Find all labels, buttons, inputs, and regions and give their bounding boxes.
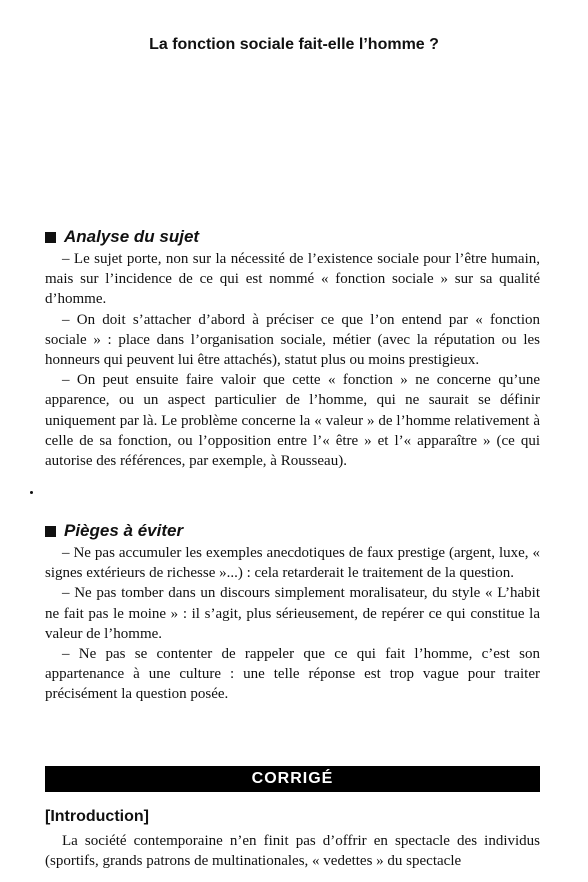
analyse-paragraph: – On doit s’attacher d’abord à préciser ce que l’on entend par « fonction sociale » : place dans l’organisation sociale, métier (avec la réputation ou les honneurs qui peuvent lui être attachés), statut plus ou moins prestigieux. <box>45 311 540 369</box>
analyse-heading <box>45 226 540 248</box>
analyse-paragraph: – Le sujet porte, non sur la nécessité de l’existence sociale pour l’être humain, mais sur l’incidence de ce qui est nommé « fonction sociale » sur sa qualité d’homme. <box>45 251 540 308</box>
pieges-paragraph: – Ne pas accumuler les exemples anecdotiques de faux prestige (argent, luxe, « signes extérieurs de richesse »...) : cela retarderait le traitement de la question. <box>45 545 540 582</box>
margin-mark <box>30 491 33 494</box>
pieges-paragraph: – Ne pas se contenter de rappeler que ce qui fait l’homme, c’est son appartenance à une culture : une telle réponse est trop vague pour traiter précisément la question posée. <box>45 646 540 703</box>
pieges-heading <box>45 520 540 542</box>
introduction-section <box>45 806 540 871</box>
bullet-square-icon <box>45 526 56 537</box>
introduction-paragraph: La société contemporaine n’en finit pas d’offrir en spectacle des individus (sportifs, grands patrons de multinationales, « vedettes » du spectacle <box>45 833 540 870</box>
page-title: La fonction sociale fait-elle l’homme ? <box>149 36 439 53</box>
pieges-paragraph: – Ne pas tomber dans un discours simplement moralisateur, du style « L’habit ne fait pas le moine » : il s’agit, plus sérieusement, de repérer ce qui constitue la valeur de l’homme. <box>45 585 540 642</box>
pieges-heading-text: Pièges à éviter <box>64 521 184 540</box>
analyse-paragraph: – On peut ensuite faire valoir que cette « fonction » ne concerne qu’une apparence, ou un aspect particulier de l’homme, qui ne saurait se définir uniquement par là. Le problème concerne la « valeur » de l’homme relativement à celle de sa fonction, ou l’opposition entre l’« être » et l’« apparaître » (ce qui autorise des références, par exemple, à Rousseau). <box>45 372 540 470</box>
introduction-heading: [Introduction] <box>45 808 149 825</box>
analyse-heading-text: Analyse du sujet <box>64 227 200 246</box>
pieges-section <box>45 520 540 705</box>
corrige-banner: CORRIGÉ <box>45 766 540 792</box>
bullet-square-icon <box>45 232 56 243</box>
analyse-section <box>45 226 540 471</box>
